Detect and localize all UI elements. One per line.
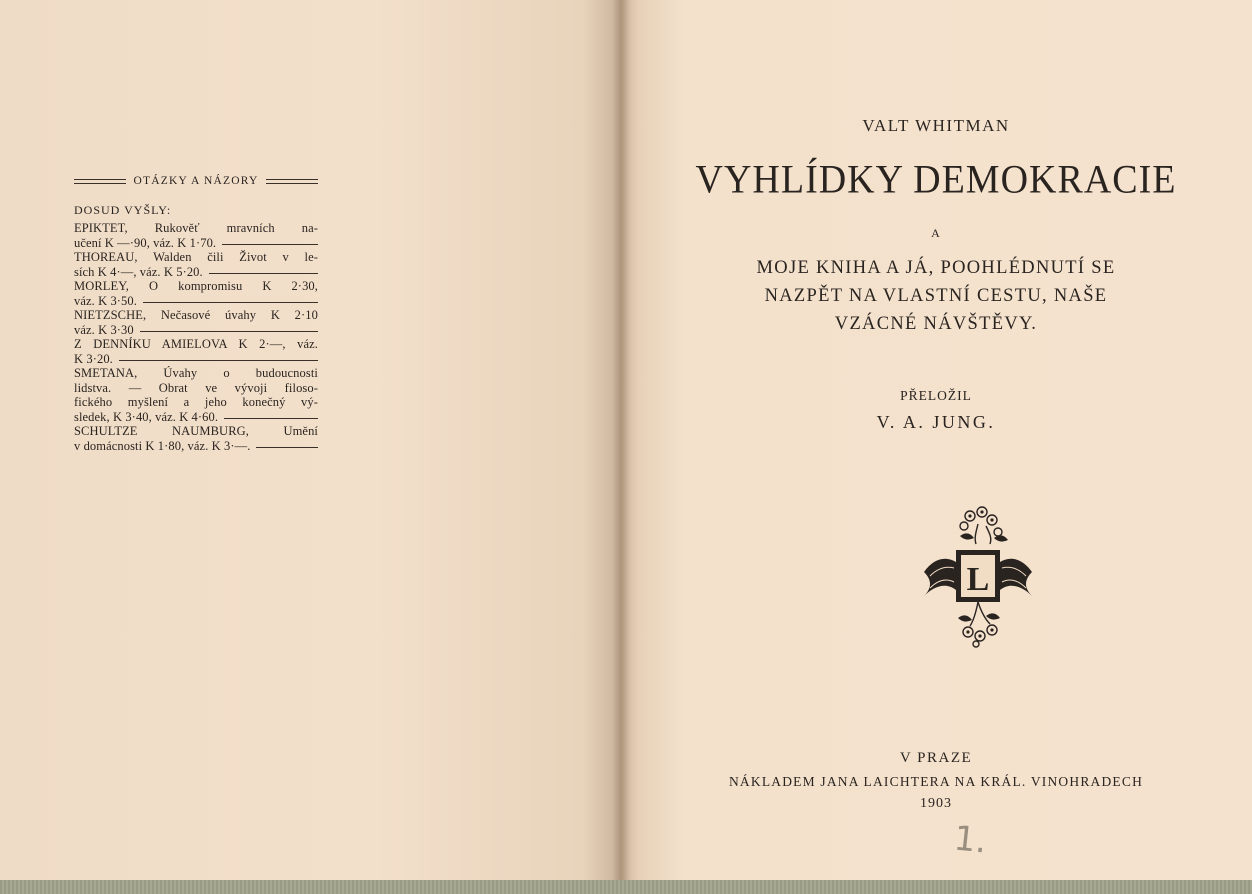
title-conjunction: A <box>931 226 941 240</box>
series-entry <box>74 366 318 424</box>
series-entry-line: MORLEY, O kompromisu K 2·30, <box>74 279 318 293</box>
imprint-publisher: NÁKLADEM JANA LAICHTERA NA KRÁL. VINOHRADECH <box>728 774 1144 789</box>
series-entry-rule <box>119 360 318 361</box>
series-entry <box>74 337 318 366</box>
author-name: VALT WHITMAN <box>862 116 1010 135</box>
series-entry-line: lidstva. — Obrat ve vývoji filoso- <box>74 380 318 395</box>
series-entry <box>74 308 318 337</box>
series-entry-line: THOREAU, Walden čili Život v le- <box>74 250 318 264</box>
cover-cloth-edge <box>0 880 1252 894</box>
series-title: OTÁZKY A NÁZORY <box>133 175 259 187</box>
subtitle-line: MOJE KNIHA A JÁ, POOHLÉDNUTÍ SE <box>756 258 1116 278</box>
series-entry-line <box>74 236 318 251</box>
series-entry-rule <box>256 447 318 448</box>
series-entry-line: fického myšlení a jeho konečný vý- <box>74 395 318 409</box>
imprint-city: V PRAZE <box>899 750 973 766</box>
translator-label: PŘELOŽIL <box>900 388 972 403</box>
series-entry-text: v domácnosti K 1·80, váz. K 3·—. <box>74 438 251 453</box>
series-entry-line <box>74 410 318 425</box>
series-entry-line <box>74 352 318 367</box>
series-entry-text: váz. K 3·50. <box>74 293 137 308</box>
series-entry-rule <box>143 302 318 303</box>
publisher-mark-icon <box>920 502 1036 648</box>
series-entry-rule <box>209 273 318 274</box>
series-entry-line: NIETZSCHE, Nečasové úvahy K 2·10 <box>74 308 318 322</box>
series-entry <box>74 279 318 308</box>
series-entry-text: sledek, K 3·40, váz. K 4·60. <box>74 409 219 424</box>
translator-name: V. A. JUNG. <box>876 412 996 432</box>
series-header <box>74 174 318 189</box>
series-entry <box>74 250 318 279</box>
series-intro: DOSUD VYŠLY: <box>74 202 172 217</box>
series-entry-rule <box>222 244 318 245</box>
series-entry-line: SCHULTZE NAUMBURG, Umění <box>74 424 318 438</box>
subtitle-line: NAZPĚT NA VLASTNÍ CESTU, NAŠE <box>764 286 1108 306</box>
series-entry-line <box>74 323 318 338</box>
series-entry-text: sích K 4·—, váz. K 5·20. <box>74 264 203 279</box>
series-entry-line: EPIKTET, Rukověť mravních na- <box>74 221 318 235</box>
header-rule-right <box>266 179 318 184</box>
series-entry-text: učení K —·90, váz. K 1·70. <box>74 235 217 250</box>
series-entry-line <box>74 439 318 454</box>
pencil-annotation: 1. <box>951 818 989 862</box>
header-rule-left <box>74 179 126 184</box>
subtitle-line: VZÁCNÉ NÁVŠTĚVY. <box>834 314 1038 334</box>
imprint-year: 1903 <box>920 796 952 811</box>
book-title: VYHLÍDKY DEMOKRACIE <box>695 157 1177 203</box>
series-entry <box>74 221 318 250</box>
series-entry-line <box>74 294 318 309</box>
series-entry-text: K 3·20. <box>74 351 113 366</box>
series-entry-line: SMETANA, Úvahy o budoucnosti <box>74 366 318 380</box>
publisher-mark-letter: L <box>966 561 990 598</box>
series-entry <box>74 424 318 453</box>
series-entry-rule <box>224 418 318 419</box>
series-list <box>74 174 318 453</box>
subtitle <box>620 254 1252 338</box>
left-page <box>0 0 620 880</box>
series-entry-text: váz. K 3·30 <box>74 322 134 337</box>
series-entry-line <box>74 265 318 280</box>
series-entry-line: Z DENNÍKU AMIELOVA K 2·—, váz. <box>74 337 318 351</box>
series-entry-rule <box>140 331 318 332</box>
series-entries <box>74 221 318 453</box>
